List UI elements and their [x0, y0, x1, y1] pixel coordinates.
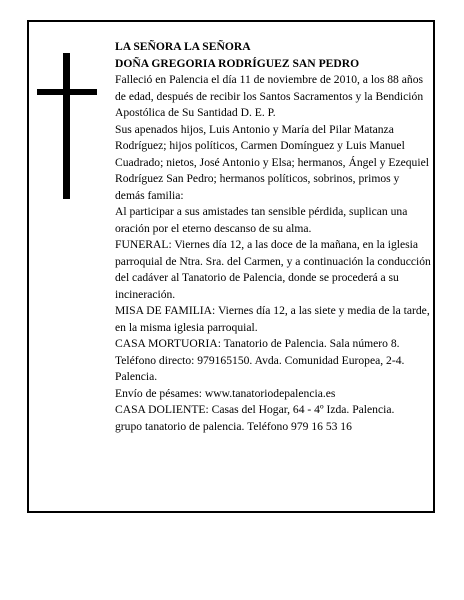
cross-horizontal-bar: [37, 89, 97, 95]
obituary-text: [115, 39, 431, 435]
heading-line-1: LA SEÑORA LA SEÑORA: [115, 40, 251, 53]
mourning-house-details: CASA DOLIENTE: Casas del Hogar, 64 - 4º Izda. Palencia.: [115, 403, 395, 416]
family-mass-details: MISA DE FAMILIA: Viernes día 12, a las siete y media de la tarde, en la misma iglesia parroquial.: [115, 304, 430, 334]
funeral-home-details: CASA MORTUORIA: Tanatorio de Palencia. Sala número 8. Teléfono directo: 979165150. Avda. Comunidad Europea, 2-4. Palencia.: [115, 337, 405, 383]
obituary-notice: [27, 20, 435, 513]
deceased-name: DOÑA GREGORIA RODRÍGUEZ SAN PEDRO: [115, 56, 360, 70]
condolences-link: Envío de pésames: www.tanatoriodepalencia.es: [115, 386, 336, 400]
cross-icon: [37, 53, 97, 199]
family-list: Sus apenados hijos, Luis Antonio y María del Pilar Matanza Rodríguez; hijos políticos, Carmen Domínguez y Luis Manuel Cuadrado; nietos, José Antonio y Elsa; hermanos, Ángel y Ezequiel Rodríguez San Pedro; hermanos políticos, sobrinos, primos y demás familia:: [115, 122, 429, 202]
funeral-group-contact: grupo tanatorio de palencia. Teléfono 979 16 53 16: [115, 419, 352, 433]
prayer-request: Al participar a sus amistades tan sensible pérdida, suplican una oración por el eterno descanso de su alma.: [115, 205, 408, 235]
cross-vertical-bar: [63, 53, 70, 199]
funeral-details: FUNERAL: Viernes día 12, a las doce de la mañana, en la iglesia parroquial de Ntra. Sra. del Carmen, y a continuación la conducción del cadáver al Tanatorio de Palencia, donde se procederá a su incineración.: [115, 238, 431, 301]
death-announcement: Falleció en Palencia el día 11 de noviembre de 2010, a los 88 años de edad, después de recibir los Santos Sacramentos y la Bendición Apostólica de Su Santidad D. E. P.: [115, 73, 424, 119]
